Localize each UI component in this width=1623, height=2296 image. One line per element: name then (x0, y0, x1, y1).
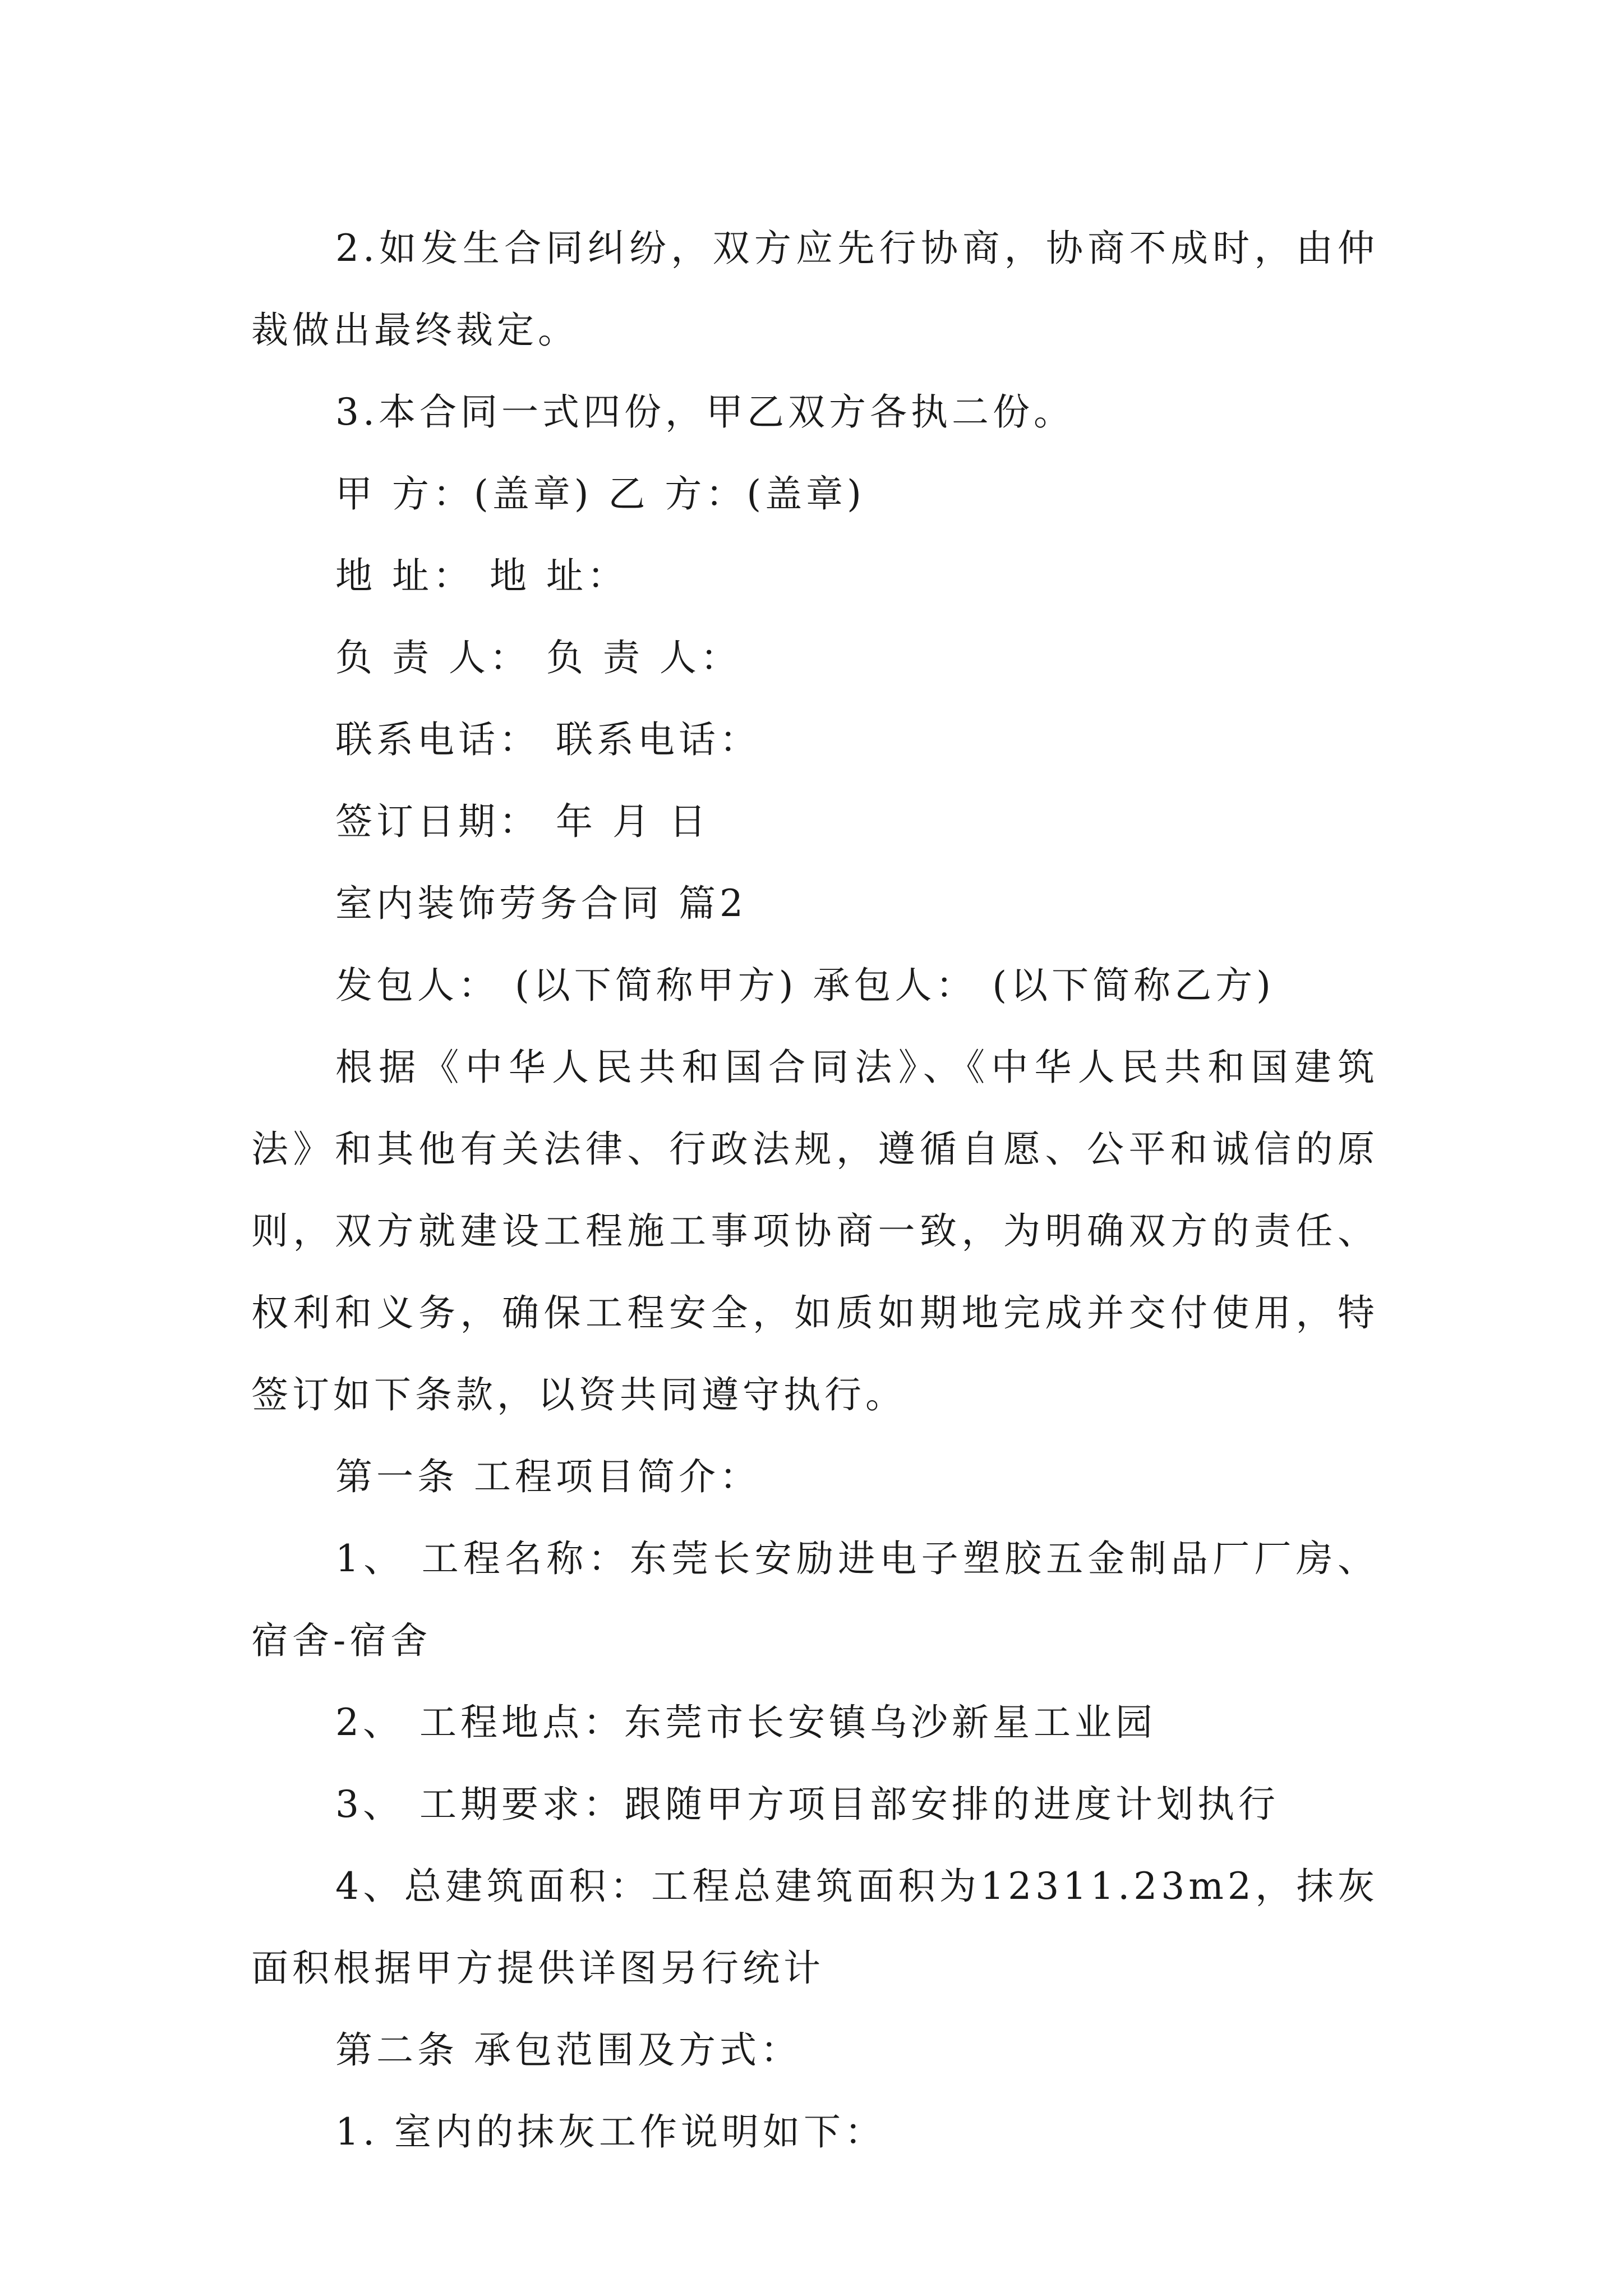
article-1-heading: 第一条 工程项目简介： (335, 1455, 760, 1498)
article-2-item-1: 1. 室内的抹灰工作说明如下： (335, 2110, 886, 2154)
article-1-item-2: 2、 工程地点：东莞市长安镇乌沙新星工业园 (335, 1701, 1156, 1744)
signature-address-line: 地 址： 地 址： (335, 554, 628, 597)
article-1-item-4: 4、总建筑面积：工程总建筑面积为12311.23m2，抹灰面积根据甲方提供详图另行统计 (251, 1865, 1378, 1990)
article-2-heading: 第二条 承包范围及方式： (335, 2028, 801, 2072)
preamble-paragraph: 根据《中华人民共和国合同法》、《中华人民共和国建筑法》和其他有关法律、行政法规，遵循自愿、公平和诚信的原则，双方就建设工程施工事项协商一致，为明确双方的责任、权利和义务，确保工程安全，如质如期地完成并交付使用，特签订如下条款，以资共同遵守执行。 (251, 1046, 1378, 1416)
article-1-item-1: 1、 工程名称：东莞长安励进电子塑胶五金制品厂厂房、宿舍-宿舍 (251, 1537, 1378, 1662)
parties-line: 发包人： (以下简称甲方) 承包人： (以下简称乙方) (335, 964, 1275, 1007)
signature-person-line: 负 责 人： 负 责 人： (335, 636, 741, 679)
document-body (251, 208, 1378, 2173)
clause-copies: 3.本合同一式四份，甲乙双方各执二份。 (335, 390, 1075, 434)
signature-phone-line: 联系电话： 联系电话： (335, 718, 760, 761)
signature-party-line: 甲 方：(盖章) 乙 方：(盖章) (335, 472, 865, 516)
clause-dispute: 2.如发生合同纠纷，双方应先行协商，协商不成时，由仲裁做出最终裁定。 (251, 227, 1378, 352)
article-1-item-3: 3、 工期要求：跟随甲方项目部安排的进度计划执行 (335, 1783, 1279, 1826)
section-title: 室内装饰劳务合同 篇2 (335, 882, 747, 925)
signature-date-line: 签订日期： 年 月 日 (335, 800, 710, 843)
